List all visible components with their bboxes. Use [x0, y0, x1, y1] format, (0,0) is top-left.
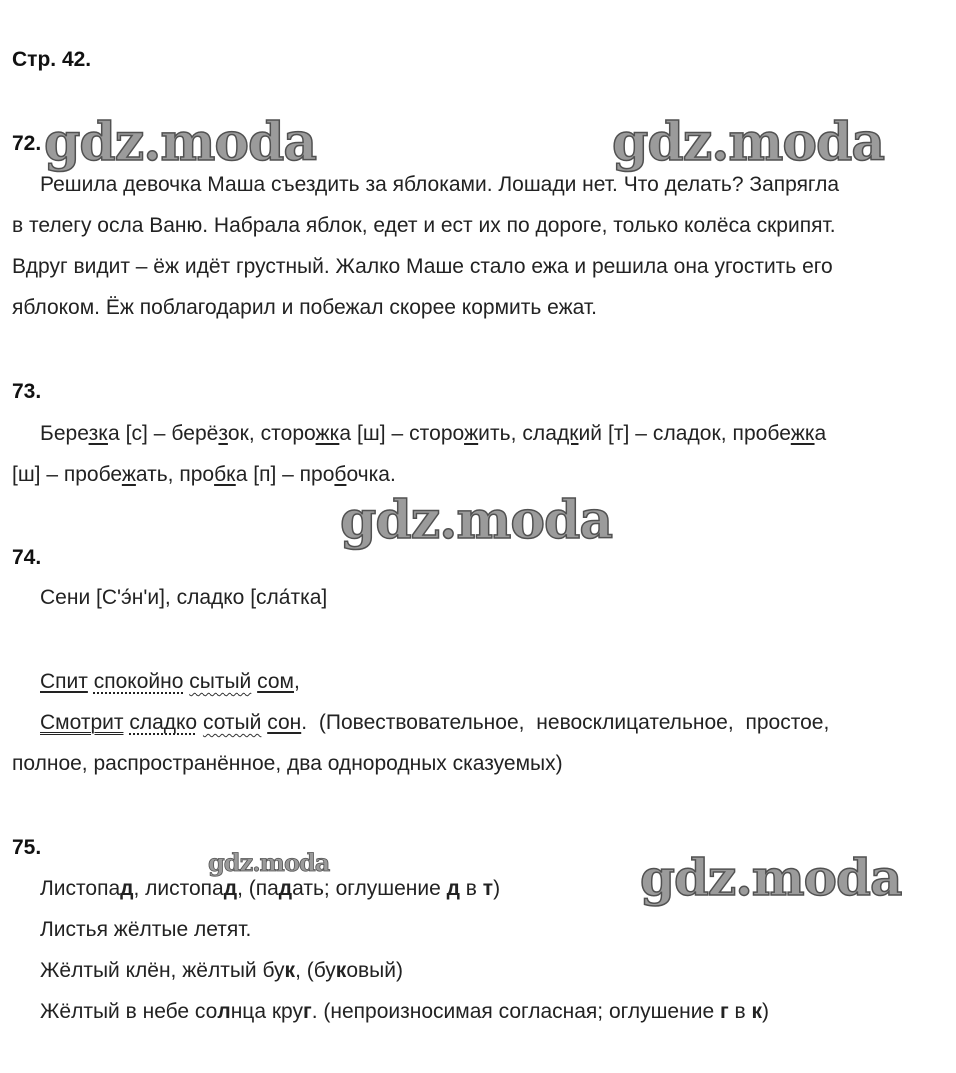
sentence-parsed: Спит спокойно сытый сом, — [40, 670, 300, 693]
watermark-logo: gdz.moda — [640, 848, 902, 907]
watermark-logo: gdz.moda — [208, 848, 330, 877]
transcription-line: Сени [С'э́н'и], сладко [сла́тка] — [40, 586, 328, 609]
watermark-logo: gdz.moda — [44, 112, 317, 173]
page-header: Стр. 42. — [12, 48, 92, 71]
text-line: [ш] – пробежать, пробка [п] – пробочка. — [12, 463, 396, 486]
exercise-number: 75. — [12, 836, 42, 859]
text-line: полное, распространённое, два однородных сказуемых) — [12, 752, 563, 775]
watermark-logo: gdz.moda — [340, 490, 613, 551]
text-line: Жёлтый в небе солнца круг. (непроизносимая согласная; оглушение г в к) — [40, 1000, 770, 1023]
text-line: в телегу осла Ваню. Набрала яблок, едет и ест их по дороге, только колёса скрипят. — [12, 214, 836, 237]
text-line: яблоком. Ёж поблагодарил и побежал скорее кормить ежат. — [12, 296, 597, 319]
watermark-logo: gdz.moda — [612, 112, 885, 173]
text-line: Решила девочка Маша съездить за яблоками. Лошади нет. Что делать? Запрягла — [40, 173, 840, 196]
text-line: Жёлтый клён, жёлтый бук, (буковый) — [40, 959, 403, 982]
exercise-number: 72. — [12, 132, 42, 155]
text-line: Вдруг видит – ёж идёт грустный. Жалко Маше стало ежа и решила она угостить его — [12, 255, 833, 278]
sentence-parsed: Смотрит сладко сотый сон. (Повествовательное, невосклицательное, простое, — [40, 711, 830, 734]
text-line: Листья жёлтые летят. — [40, 918, 252, 941]
text-line: Березка [с] – берёзок, сторожка [ш] – сторожить, сладкий [т] – сладок, пробежка — [40, 422, 827, 445]
exercise-number: 74. — [12, 546, 42, 569]
exercise-number: 73. — [12, 380, 42, 403]
text-line: Листопад, листопад, (падать; оглушение д в т) — [40, 877, 501, 900]
